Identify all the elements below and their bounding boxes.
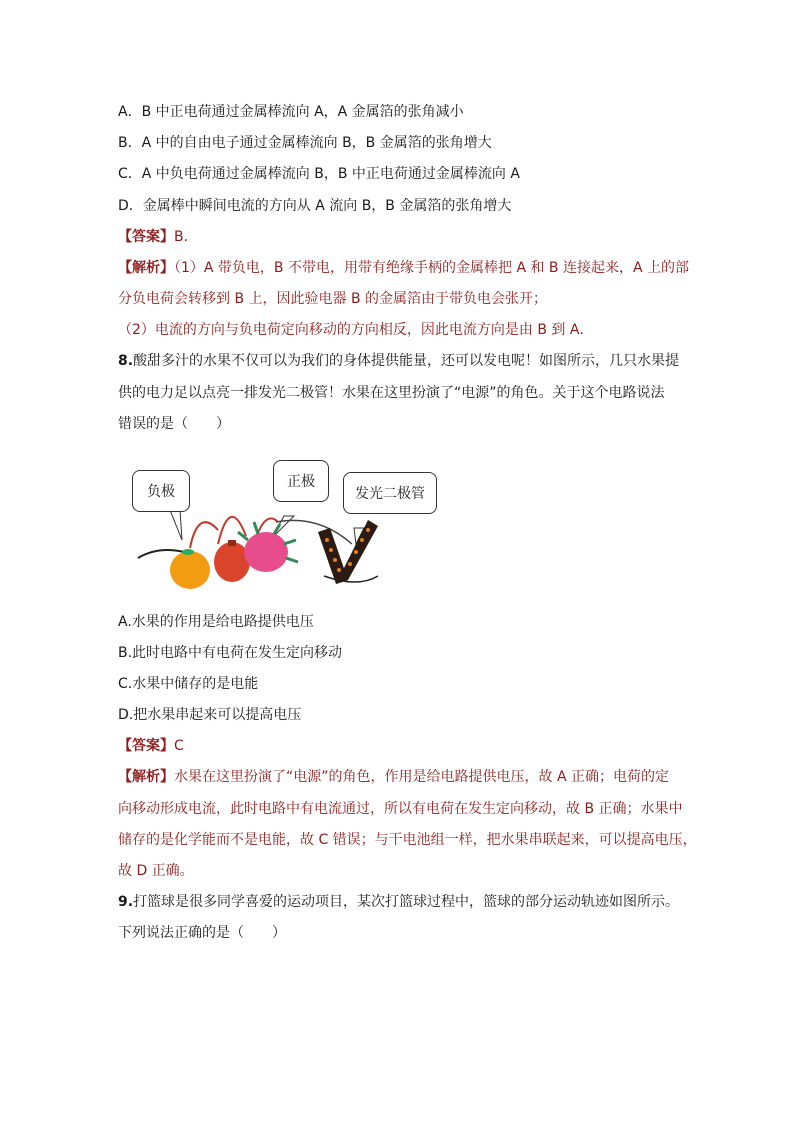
q8-analysis-line3: 储存的是化学能而不是电能，故 C 错误；与干电池组一样，把水果串联起来，可以提高电压，	[118, 832, 697, 848]
callout-led: 发光二极管	[343, 472, 437, 514]
callout-negative: 负极	[132, 470, 190, 512]
question-text: 酸甜多汁的水果不仅可以为我们的身体提供能量，还可以发电呢！如图所示，几只水果提	[133, 353, 680, 369]
q8-stem-line1	[118, 351, 679, 371]
q8-option-c: C.水果中储存的是电能	[118, 676, 259, 692]
q8-analysis-line1	[118, 767, 669, 787]
q8-stem-line3: 错误的是（ ）	[118, 416, 230, 432]
analysis-tag: 【解析】	[118, 260, 174, 276]
q7-analysis-line1	[118, 258, 689, 278]
q8-analysis-line2: 向移动形成电流，此时电路中有电流通过，所以有电荷在发生定向移动，故 B 正确；水果中	[118, 801, 683, 817]
q9-stem-line2: 下列说法正确的是（ ）	[118, 925, 286, 941]
q9-stem-line1	[118, 892, 679, 912]
q8-analysis-line4: 故 D 正确。	[118, 863, 194, 879]
analysis-text: （1）A 带负电，B 不带电，用带有绝缘手柄的金属棒把 A 和 B 连接起来，A 上的部	[174, 260, 689, 276]
analysis-text: 水果在这里扮演了“电源”的角色，作用是给电路提供电压，故 A 正确；电荷的定	[174, 769, 669, 785]
q8-option-a: A.水果的作用是给电路提供电压	[118, 614, 314, 630]
q7-option-a: A．B 中正电荷通过金属棒流向 A，A 金属箔的张角减小	[118, 104, 464, 120]
q7-analysis-line3: （2）电流的方向与负电荷定向移动的方向相反，因此电流方向是由 B 到 A．	[118, 322, 594, 338]
question-number: 9.	[118, 894, 134, 910]
answer-value: B．	[174, 229, 198, 245]
q7-option-b: B．A 中的自由电子通过金属棒流向 B，B 金属箔的张角增大	[118, 135, 492, 151]
fruit-battery-figure	[118, 448, 448, 596]
q7-analysis-line2: 分负电荷会转移到 B 上，因此验电器 B 的金属箔由于带负电会张开；	[118, 291, 548, 307]
q8-answer	[118, 736, 184, 756]
q8-stem-line2: 供的电力足以点亮一排发光二极管！水果在这里扮演了“电源”的角色。关于这个电路说法	[118, 385, 665, 401]
analysis-tag: 【解析】	[118, 769, 174, 785]
answer-value: C	[174, 738, 184, 754]
q8-option-b: B.此时电路中有电荷在发生定向移动	[118, 645, 343, 661]
q7-option-c: C．A 中负电荷通过金属棒流向 B，B 中正电荷通过金属棒流向 A	[118, 166, 520, 182]
answer-tag: 【答案】	[118, 229, 174, 245]
q7-option-d: D．金属棒中瞬间电流的方向从 A 流向 B，B 金属箔的张角增大	[118, 198, 512, 214]
question-number: 8.	[118, 353, 134, 369]
question-text: 打篮球是很多同学喜爱的运动项目，某次打篮球过程中，篮球的部分运动轨迹如图所示。	[133, 894, 680, 910]
q8-option-d: D.把水果串起来可以提高电压	[118, 707, 302, 723]
q7-answer	[118, 227, 198, 247]
callout-positive: 正极	[273, 460, 329, 502]
answer-tag: 【答案】	[118, 738, 174, 754]
